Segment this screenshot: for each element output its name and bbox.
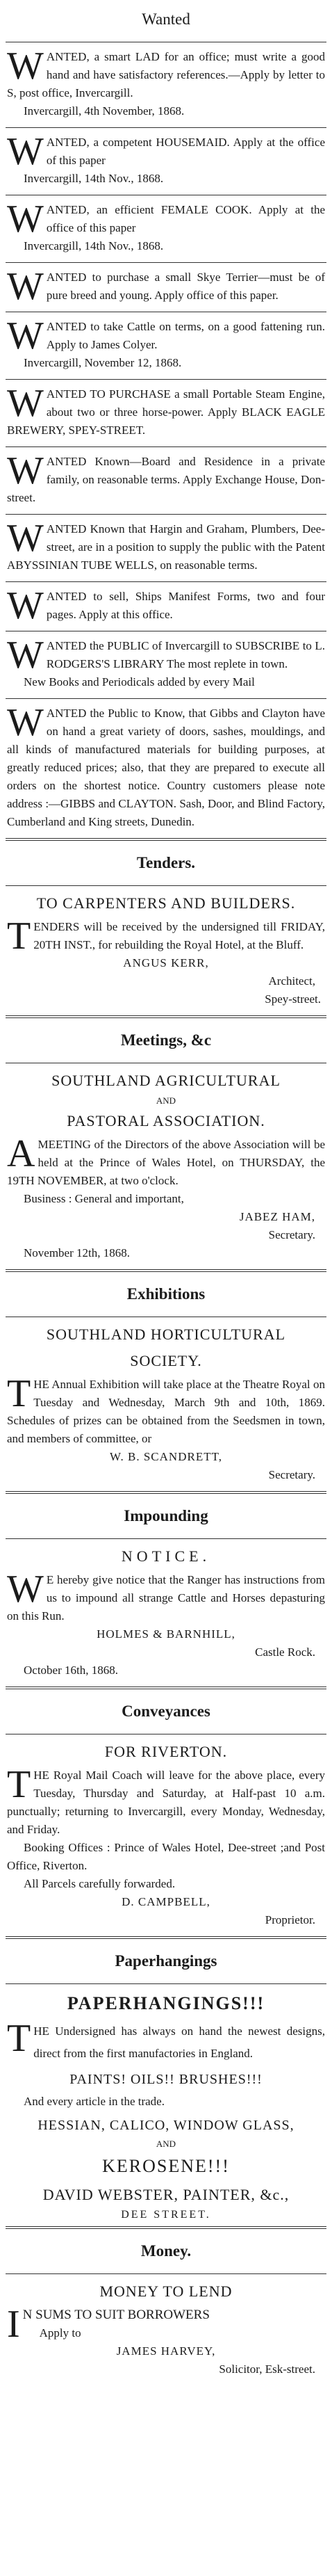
exhibitions-title-2: SOCIETY.	[130, 1352, 202, 1369]
meetings-title-2: PASTORAL ASSOCIATION.	[67, 1112, 265, 1129]
drop-cap: W	[7, 45, 44, 88]
wanted-ad-text: ANTED the PUBLIC of Invercargill to SUBSCRIBE to L. RODGERS'S LIBRARY The most replete in town.	[46, 639, 325, 670]
wanted-ads	[6, 47, 326, 834]
exhibitions-role: Secretary.	[268, 1468, 315, 1481]
divider	[6, 1015, 326, 1018]
drop-cap: W	[7, 1568, 44, 1611]
section-heading-exhibitions: Exhibitions	[126, 1285, 206, 1303]
exhibitions-name: W. B. SCANDRETT,	[110, 1450, 222, 1463]
impounding-date: October 16th, 1868.	[24, 1664, 118, 1677]
paperhangings-every-wrap	[6, 2091, 326, 2114]
wanted-ad-text: ANTED, a smart LAD for an office; must write a good hand and have satisfactory references.—Apply by letter to S, post office, Invercargill.	[7, 50, 325, 99]
wanted-ad	[6, 519, 326, 577]
money-text: N SUMS TO SUIT BORROWERS	[22, 2308, 210, 2322]
meetings-and: AND	[156, 1095, 176, 1106]
wanted-ad	[6, 586, 326, 627]
wanted-ad-text: ANTED to sell, Ships Manifest Forms, two and four pages. Apply at this office.	[46, 590, 325, 621]
paperhangings-ad	[6, 2019, 326, 2068]
meetings-title-1: SOUTHLAND AGRICULTURAL	[51, 1072, 281, 1089]
wanted-ad	[6, 384, 326, 442]
exhibitions-ad	[6, 1374, 326, 1487]
wanted-ad-dateline: Invercargill, 14th Nov., 1868.	[24, 239, 164, 252]
divider	[6, 1538, 326, 1539]
conveyances-parcels: All Parcels carefully forwarded.	[24, 1877, 176, 1890]
meetings-name: JABEZ HAM,	[239, 1210, 315, 1223]
wanted-ad	[6, 451, 326, 510]
drop-cap: A	[7, 1132, 35, 1175]
divider	[6, 838, 326, 841]
section-heading-meetings: Meetings, &c	[120, 1031, 212, 1049]
paperhangings-name: DAVID WEBSTER, PAINTER, &c.,	[42, 2186, 290, 2203]
meetings-date: November 12th, 1868.	[24, 1246, 130, 1259]
wanted-ad-text: ANTED the Public to Know, that Gibbs and Clayton have on hand a great variety of doors, sashes, mouldings, and all kinds of manufactured materials for building purposes, at greatly reduced prices; also, that they are prepared to execute all orders on the shortest notice. Country customers please note address :—GIBBS and CLAYTON. Sash, Door, and Blind Factory, Cumberland and King streets, Dunedin.	[7, 707, 325, 828]
newspaper-column	[6, 1, 326, 2381]
drop-cap: W	[7, 382, 44, 425]
paperhangings-paints: PAINTS! OILS!! BRUSHES!!!	[69, 2072, 263, 2087]
divider	[6, 379, 326, 380]
conveyances-title: FOR RIVERTON.	[104, 1743, 228, 1760]
divider	[6, 885, 326, 886]
drop-cap: W	[7, 265, 44, 308]
divider	[6, 1491, 326, 1494]
divider	[6, 514, 326, 515]
paperhangings-text: HE Undersigned has always on hand the newest designs, direct from the first manufactories in England.	[33, 2024, 325, 2060]
tenders-text: ENDERS will be received by the undersigned till FRIDAY, 20TH INST., for rebuilding the Royal Hotel, at the Bluff.	[33, 920, 325, 951]
money-apply: Apply to	[39, 2326, 81, 2340]
tenders-role: Architect,	[268, 974, 315, 988]
wanted-ad-text: ANTED, an efficient FEMALE COOK. Apply at the office of this paper	[46, 203, 325, 234]
money-title: MONEY TO LEND	[99, 2283, 233, 2300]
conveyances-role: Proprietor.	[265, 1913, 315, 1926]
drop-cap: W	[7, 130, 44, 173]
exhibitions-title-1: SOUTHLAND HORTICULTURAL	[46, 1326, 286, 1343]
paperhangings-kerosene: KEROSENE!!!	[102, 2156, 230, 2176]
drop-cap: W	[7, 198, 44, 241]
drop-cap: I	[7, 2303, 20, 2346]
drop-cap: W	[7, 634, 44, 677]
wanted-ad	[6, 636, 326, 694]
section-heading-tenders: Tenders.	[136, 854, 196, 871]
wanted-ad-extra: New Books and Periodicals added by every Mail	[24, 675, 255, 689]
impounding-ad	[6, 1570, 326, 1682]
section-heading-conveyances: Conveyances	[122, 1702, 210, 1720]
section-heading-paperhangings: Paperhangings	[115, 1952, 217, 1970]
money-role: Solicitor, Esk-street.	[219, 2362, 315, 2376]
paperhangings-and: AND	[156, 2139, 176, 2149]
drop-cap: W	[7, 449, 44, 492]
paperhangings-street: DEE STREET.	[121, 2209, 211, 2221]
tenders-title: TO CARPENTERS AND BUILDERS.	[36, 894, 296, 912]
wanted-ad-dateline: Invercargill, 4th November, 1868.	[24, 104, 185, 118]
wanted-ad-dateline: Invercargill, November 12, 1868.	[24, 356, 182, 369]
impounding-place: Castle Rock.	[255, 1645, 315, 1659]
paperhangings-title: PAPERHANGINGS!!!	[67, 1993, 265, 2013]
divider	[6, 127, 326, 128]
drop-cap: T	[7, 1763, 31, 1806]
wanted-ad	[6, 316, 326, 375]
wanted-ad-text: ANTED, a competent HOUSEMAID. Apply at the office of this paper	[46, 136, 325, 167]
divider	[6, 446, 326, 447]
money-name: JAMES HARVEY,	[116, 2344, 216, 2358]
drop-cap: W	[7, 584, 44, 627]
tenders-ad	[6, 917, 326, 1011]
paperhangings-every: And every article in the trade.	[24, 2095, 165, 2108]
money-ad	[6, 2305, 326, 2381]
divider	[6, 1936, 326, 1939]
meetings-business: Business : General and important,	[24, 1192, 184, 1205]
wanted-ad	[6, 47, 326, 123]
wanted-ad-text: ANTED Known—Board and Residence in a private family, on reasonable terms. Apply Exchange House, Don-street.	[7, 455, 325, 504]
divider	[6, 698, 326, 699]
wanted-ad	[6, 267, 326, 307]
wanted-ad	[6, 703, 326, 834]
wanted-ad-text: ANTED Known that Hargin and Graham, Plumbers, Dee-street, are in a position to supply the public with the Patent ABYSSINIAN TUBE WELLS, on reasonable terms.	[7, 522, 325, 572]
impounding-name: HOLMES & BARNHILL,	[97, 1627, 235, 1641]
drop-cap: T	[7, 2017, 31, 2060]
tenders-place: Spey-street.	[265, 992, 321, 1006]
drop-cap: T	[7, 1372, 31, 1415]
wanted-ad	[6, 132, 326, 191]
drop-cap: W	[7, 517, 44, 560]
paperhangings-hessian: HESSIAN, CALICO, WINDOW GLASS,	[38, 2118, 294, 2133]
conveyances-name: D. CAMPBELL,	[122, 1895, 210, 1908]
exhibitions-text: HE Annual Exhibition will take place at the Theatre Royal on Tuesday and Wednesday, March 9th and 10th, 1869. Schedules of prizes can be obtained from the Seedsmen in town, and members of committee, or	[7, 1378, 325, 1445]
meetings-role: Secretary.	[268, 1228, 315, 1241]
divider	[6, 262, 326, 263]
wanted-ad-text: ANTED TO PURCHASE a small Portable Steam Engine, about two or three horse-power. Apply BLACK EAGLE BREWERY, SPEY-STREET.	[7, 387, 325, 437]
divider	[6, 1687, 326, 1689]
divider	[6, 581, 326, 582]
drop-cap: T	[7, 915, 31, 958]
meetings-ad	[6, 1134, 326, 1265]
divider	[6, 1269, 326, 1272]
tenders-name: ANGUS KERR,	[123, 956, 209, 969]
conveyances-offices: Booking Offices : Prince of Wales Hotel, Dee-street ;and Post Office, Riverton.	[7, 1841, 325, 1872]
impounding-title: NOTICE.	[121, 1547, 211, 1565]
drop-cap: W	[7, 701, 44, 744]
section-heading-money: Money.	[140, 2242, 192, 2260]
wanted-ad-dateline: Invercargill, 14th Nov., 1868.	[24, 172, 164, 185]
impounding-text: E hereby give notice that the Ranger has instructions from us to impound all strange Cattle and Horses depasturing on this Run.	[7, 1573, 325, 1623]
conveyances-ad	[6, 1765, 326, 1932]
divider	[6, 1983, 326, 1984]
section-heading-wanted: Wanted	[142, 10, 190, 28]
wanted-ad-text: ANTED to take Cattle on terms, on a good fattening run. Apply to James Colyer.	[46, 320, 325, 351]
divider	[6, 2273, 326, 2274]
drop-cap: W	[7, 314, 44, 357]
divider	[6, 2226, 326, 2229]
meetings-text: MEETING of the Directors of the above Association will be held at the Prince of Wales Hotel, on THURSDAY, the 19TH NOVEMBER, at two o'clock.	[7, 1138, 325, 1187]
wanted-ad-text: ANTED to purchase a small Skye Terrier—must be of pure breed and young. Apply office of this paper.	[46, 271, 325, 302]
wanted-ad	[6, 200, 326, 258]
section-heading-impounding: Impounding	[124, 1507, 208, 1524]
conveyances-text: HE Royal Mail Coach will leave for the above place, every Tuesday, Thursday and Saturday, at Half-past 10 a.m. punctually; returning to Invercargill, every Monday, Wednesday, and Friday.	[7, 1769, 325, 1836]
